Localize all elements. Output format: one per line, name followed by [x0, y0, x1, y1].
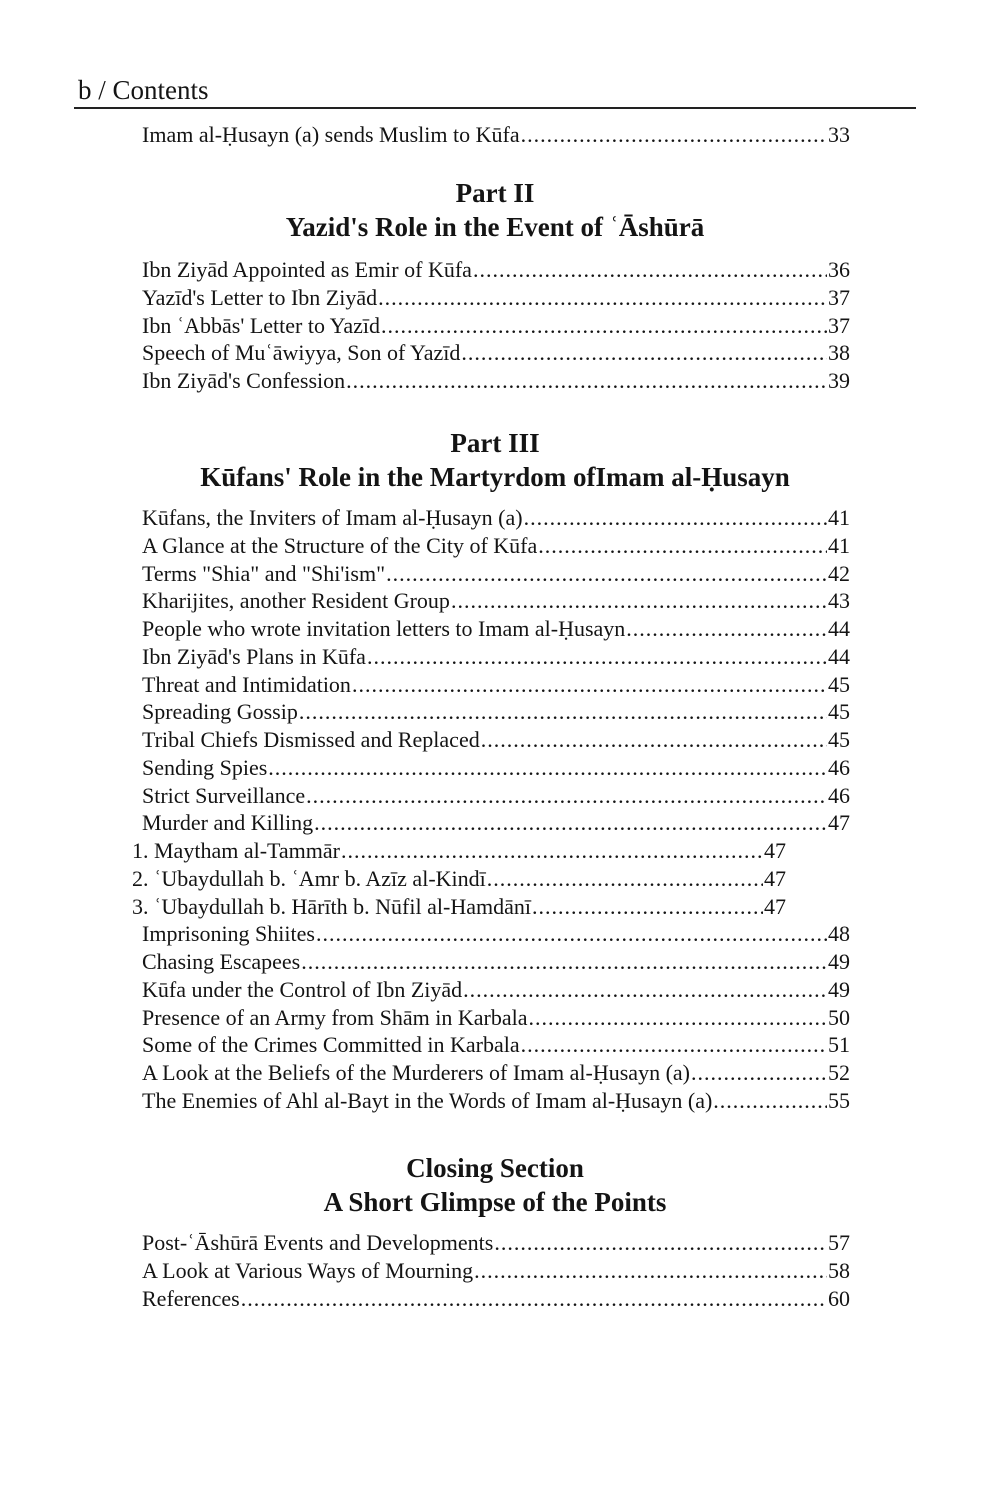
toc-entry-page: 55 [828, 1087, 850, 1113]
dot-leader [521, 1031, 827, 1059]
toc-entry-title: Sending Spies [142, 754, 268, 780]
toc-entry-title: Imam al-Ḥusayn (a) sends Muslim to Kūfa [142, 122, 520, 147]
toc-entry-title: People who wrote invitation letters to Imam al-Ḥusayn [142, 616, 626, 641]
toc-entry[interactable] [142, 339, 850, 367]
toc-entry-title: Speech of Muʿāwiyya, Son of Yazīd [142, 340, 461, 366]
toc-entry-title: Imprisoning Shiites [142, 921, 315, 947]
part2-subtitle: Yazid's Role in the Event of ʿĀshūrā [285, 212, 705, 242]
toc-entry-page: 47 [828, 810, 850, 836]
toc-entry-title: Ibn Ziyād's Confession [142, 368, 346, 393]
toc-entry-title: Spreading Gossip [142, 699, 298, 725]
dot-leader [691, 1059, 827, 1087]
toc-entry-title: Ibn ʿAbbās' Letter to Yazīd [142, 312, 380, 338]
toc-entry[interactable] [142, 121, 850, 149]
part2-heading: Part II [455, 178, 535, 208]
dot-leader [532, 893, 763, 921]
toc-entry[interactable] [142, 1087, 850, 1115]
dot-leader [538, 532, 827, 560]
dot-leader [314, 809, 827, 837]
dot-leader [474, 1257, 827, 1285]
toc-entry-title: Tribal Chiefs Dismissed and Replaced [142, 727, 480, 752]
toc-entry-page: 60 [828, 1285, 850, 1311]
toc-entries-closing [142, 1229, 850, 1312]
toc-entry-page: 41 [828, 532, 850, 558]
toc-entry-title: Strict Surveillance [142, 782, 306, 808]
toc-entry-page: 41 [828, 505, 850, 530]
dot-leader [241, 1285, 827, 1313]
toc-entry[interactable] [142, 1004, 850, 1032]
toc-entry-title: Murder and Killing [142, 810, 314, 836]
header-rule [74, 107, 916, 109]
toc-entry[interactable] [142, 809, 850, 837]
toc-entry[interactable] [142, 726, 850, 754]
toc-entry-title: Threat and Intimidation [142, 671, 351, 697]
toc-entry-page: 47 [764, 838, 786, 863]
toc-entry[interactable] [142, 1031, 850, 1059]
toc-entry-title: The Enemies of Ahl al-Bayt in the Words of Imam al-Ḥusayn (a) [142, 1087, 713, 1113]
closing-heading: Closing Section [406, 1153, 584, 1183]
dot-leader [463, 976, 827, 1004]
toc-entry-page: 51 [828, 1032, 850, 1058]
part3-heading: Part III [450, 428, 540, 458]
toc-entry-title: A Look at Various Ways of Mourning [142, 1257, 474, 1283]
dot-leader [306, 782, 827, 810]
toc-entry-page: 45 [828, 699, 850, 725]
toc-entry-page: 48 [828, 921, 850, 947]
toc-entry[interactable] [142, 671, 850, 699]
dot-leader [626, 615, 827, 643]
dot-leader [346, 367, 827, 395]
toc-entry-page: 49 [828, 949, 850, 974]
toc-entry-page: 50 [828, 1004, 850, 1030]
toc-entry[interactable] [142, 367, 850, 395]
toc-entry[interactable] [142, 1229, 850, 1257]
toc-entry-page: 47 [764, 865, 786, 891]
toc-entry-page: 57 [828, 1230, 850, 1255]
toc-entry[interactable] [142, 587, 850, 615]
toc-entry-page: 58 [828, 1257, 850, 1283]
toc-entry-title: A Look at the Beliefs of the Murderers of Imam al-Ḥusayn (a) [142, 1060, 690, 1085]
toc-entry[interactable] [142, 782, 850, 810]
toc-entry-title: Kūfans, the Inviters of Imam al-Ḥusayn (a) [142, 505, 523, 530]
toc-entry[interactable] [142, 532, 850, 560]
toc-entry-page: 46 [828, 754, 850, 780]
dot-leader [487, 865, 763, 893]
dot-leader [378, 284, 827, 312]
toc-entry-title: Kūfa under the Control of Ibn Ziyād [142, 976, 463, 1002]
toc-entry-page: 38 [828, 340, 850, 366]
toc-entry-title: Post-ʿĀshūrā Events and Developments [142, 1230, 494, 1255]
toc-entry[interactable] [142, 976, 850, 1004]
toc-entry-page: 47 [764, 893, 786, 919]
dot-leader [386, 560, 827, 588]
closing-subtitle: A Short Glimpse of the Points [323, 1187, 667, 1217]
toc-entry-title: References [142, 1285, 240, 1311]
dot-leader [316, 920, 827, 948]
toc-entry-page: 49 [828, 976, 850, 1002]
toc-entry-title: 1. Maytham al-Tammār [132, 838, 341, 863]
toc-entry[interactable] [142, 920, 850, 948]
toc-entry-page: 39 [828, 368, 850, 393]
toc-entry-title: Presence of an Army from Shām in Karbala [142, 1004, 528, 1030]
part2-heading-block [0, 176, 990, 244]
toc-entry-title: Kharijites, another Resident Group [142, 588, 450, 614]
dot-leader [268, 754, 827, 782]
toc-subentry[interactable] [132, 893, 786, 921]
toc-subentry[interactable] [132, 837, 786, 865]
dot-leader [473, 256, 827, 284]
toc-entry[interactable] [142, 284, 850, 312]
part3-subtitle: Kūfans' Role in the Martyrdom ofImam al-Ḥusayn [200, 462, 790, 492]
dot-leader [381, 312, 827, 340]
toc-entry-page: 44 [828, 616, 850, 641]
toc-entries-part3 [132, 504, 850, 1115]
toc-entries-part2 [142, 256, 850, 395]
toc-entry[interactable] [142, 560, 850, 588]
toc-entry-page: 46 [828, 782, 850, 808]
toc-subentry[interactable] [132, 865, 786, 893]
toc-entry[interactable] [142, 754, 850, 782]
toc-entry-page: 45 [828, 671, 850, 697]
toc-entry-page: 45 [828, 727, 850, 752]
toc-entry-title: Some of the Crimes Committed in Karbala [142, 1032, 520, 1058]
toc-entry-page: 36 [828, 257, 850, 282]
toc-entry-page: 43 [828, 588, 850, 614]
toc-entry-title: 2. ʿUbaydullah b. ʿAmr b. Azīz al-Kindī [132, 865, 486, 891]
toc-entry[interactable] [142, 1257, 850, 1285]
dot-leader [341, 837, 763, 865]
toc-entry-title: Yazīd's Letter to Ibn Ziyād [142, 284, 378, 310]
toc-entry-page: 44 [828, 643, 850, 669]
toc-entry[interactable] [142, 698, 850, 726]
part3-heading-block [0, 426, 990, 494]
dot-leader [301, 948, 827, 976]
toc-entry-page: 37 [828, 312, 850, 338]
dot-leader [521, 121, 827, 149]
toc-entry[interactable] [142, 1059, 850, 1087]
toc-entry-title: 3. ʿUbaydullah b. Hārīth b. Nūfil al-Hamdānī [132, 893, 531, 919]
toc-entries-part1 [142, 121, 850, 149]
toc-entry-title: A Glance at the Structure of the City of Kūfa [142, 532, 538, 558]
dot-leader [299, 698, 827, 726]
dot-leader [494, 1229, 827, 1257]
dot-leader [524, 504, 827, 532]
toc-entry[interactable] [142, 312, 850, 340]
dot-leader [352, 671, 827, 699]
toc-entry-title: Chasing Escapees [142, 949, 301, 974]
toc-entry-page: 52 [828, 1060, 850, 1085]
toc-entry-title: Ibn Ziyād's Plans in Kūfa [142, 643, 366, 669]
toc-entry[interactable] [142, 615, 850, 643]
toc-entry[interactable] [142, 1285, 850, 1313]
closing-heading-block [0, 1151, 990, 1219]
dot-leader [713, 1087, 827, 1115]
dot-leader [451, 587, 827, 615]
dot-leader [481, 726, 827, 754]
toc-entry[interactable] [142, 504, 850, 532]
toc-entry-page: 37 [828, 284, 850, 310]
toc-entry-title: Ibn Ziyād Appointed as Emir of Kūfa [142, 257, 472, 282]
toc-entry[interactable] [142, 256, 850, 284]
toc-entry[interactable] [142, 643, 850, 671]
dot-leader [367, 643, 827, 671]
toc-entry-page: 42 [828, 560, 850, 586]
toc-entry-title: Terms "Shia" and "Shi'ism" [142, 560, 386, 586]
running-head: b / Contents [78, 75, 209, 105]
toc-entry-page: 33 [828, 122, 850, 147]
dot-leader [461, 339, 827, 367]
dot-leader [529, 1004, 828, 1032]
toc-entry[interactable] [142, 948, 850, 976]
